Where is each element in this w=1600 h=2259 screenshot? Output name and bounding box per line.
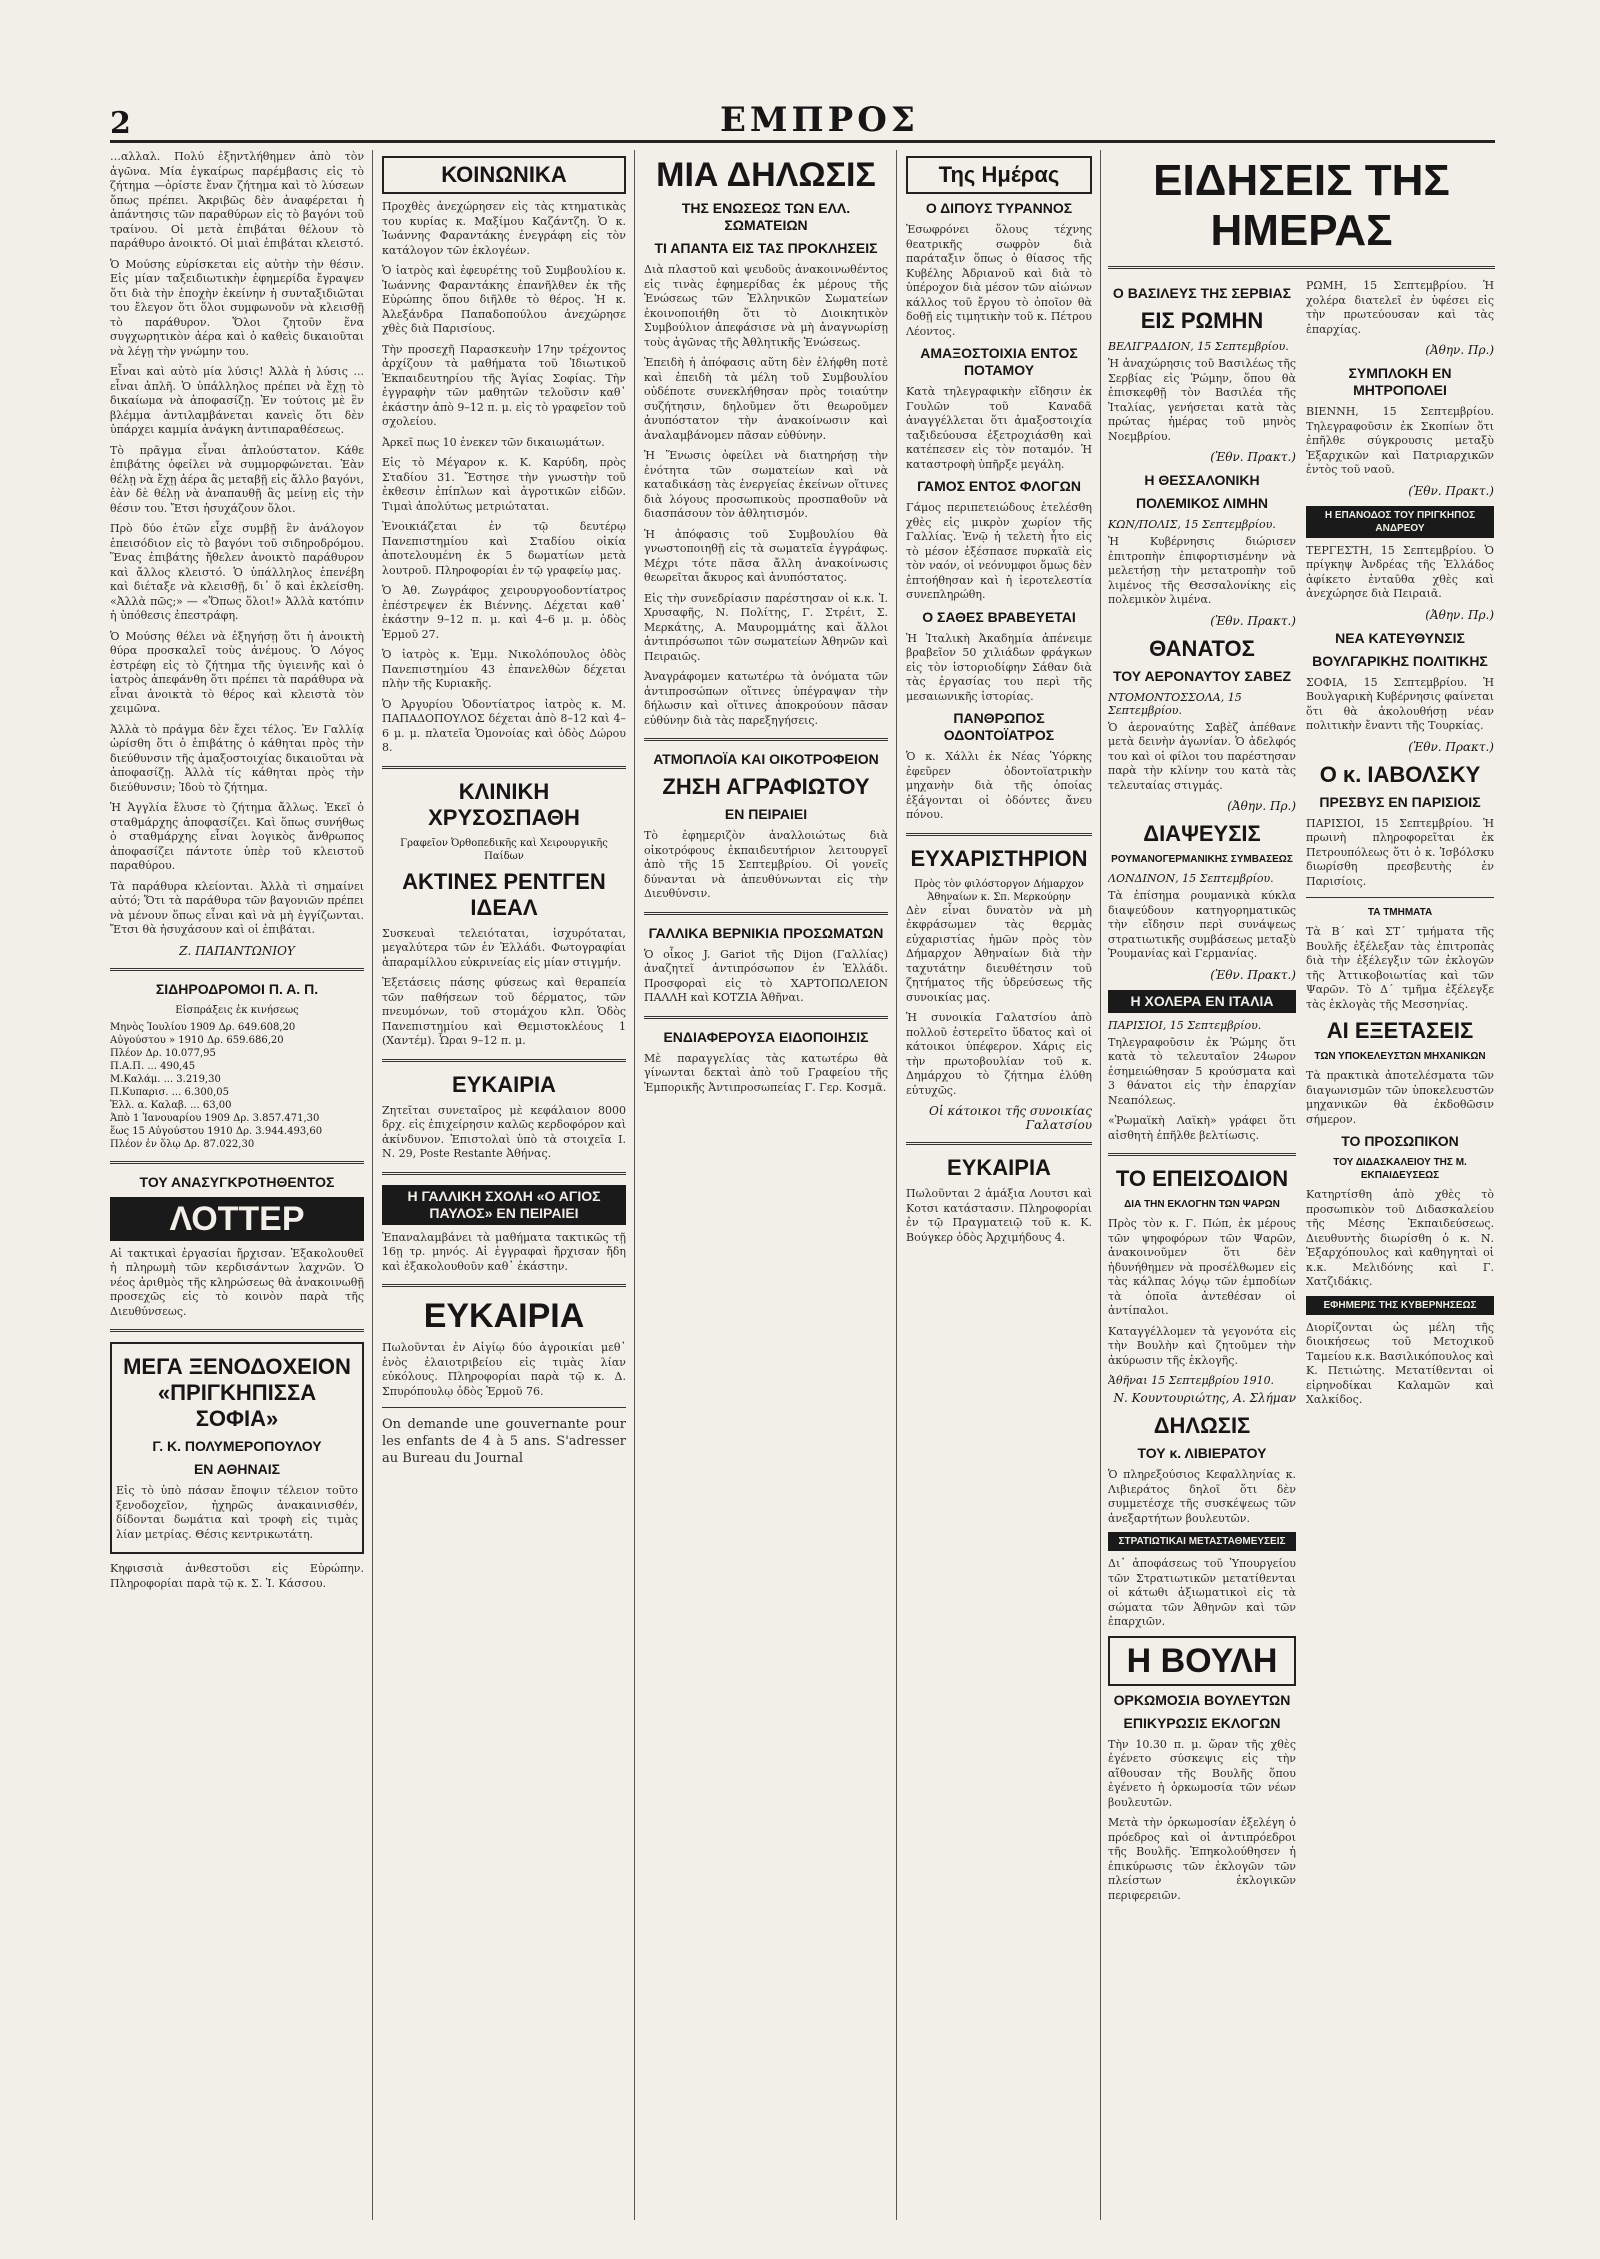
news-text: Τὴν 10.30 π. μ. ὥραν τῆς χθὲς ἐγένετο σύσκεψις εἰς τὴν αἴθουσαν τῆς Βουλῆς ὅπου ἐγένετο ἡ ὁρκωμοσία τῶν νέων βουλευτῶν. (1108, 1737, 1296, 1809)
railway-row: Μηνὸς Ἰουλίου 1909 Δρ. 649.608,20 (110, 1021, 296, 1033)
school-text: Ἐπαναλαμβάνει τὰ μαθήματα τακτικῶς τῇ 16ῃ τρ. μηνός. Αἱ ἐγγραφαὶ ἤρχισαν ἤδη καὶ ἐξακολουθοῦν καθ᾽ ἑκάστην. (382, 1230, 626, 1273)
hotel-text: Εἰς τὸ ὑπὸ πάσαν ἔποψιν τέλειον τοῦτο ξενοδοχεῖον, ἠχηρῶς ἀνακαινισθέν, δίδονται δωμάτια καὶ τροφὴ εἰς τιμὰς λίαν μετρίας. Θέσις κεντρικωτάτη. (116, 1484, 358, 1541)
news-heading: ΑΙ ΕΞΕΤΑΣΕΙΣ (1326, 1018, 1474, 1043)
news-source: (Ἀθην. Πρ.) (1425, 607, 1494, 622)
social-heading: ΚΟΙΝΩΝΙΚΑ (382, 156, 626, 194)
news-text: ΣΟΦΙΑ, 15 Σεπτεμβρίου. Ἡ Βουλγαρικὴ Κυβέρνησις φαίνεται ὅτι θὰ ἀκολουθήσῃ νέαν πολιτικὴν ἔναντι τῆς Τουρκίας. (1306, 675, 1494, 732)
school-title: Η ΓΑΛΛΙΚΗ ΣΧΟΛΗ «Ο ΑΓΙΟΣ ΠΑΥΛΟΣ» ΕΝ ΠΕΙΡΑΙΕΙ (382, 1185, 626, 1225)
railway-row: Π.Κυπαρισ. ... 6.300,05 (110, 1086, 230, 1098)
day-section-title: Της Ημέρας (906, 156, 1092, 194)
declaration-subtitle: ΤΗΣ ΕΝΩΣΕΩΣ ΤΩΝ ΕΛΛ. ΣΩΜΑΤΕΙΩΝ (681, 200, 851, 233)
news-text: Τὰ ἐπίσημα ρουμανικὰ κύκλα διαψεύδουν κατηγορηματικῶς τὴν εἴδησιν περὶ συνάψεως στρατιωτικῆς συμβάσεως μεταξὺ Ῥουμανίας καὶ Γερμανίας. (1108, 889, 1296, 960)
railway-row: Πλέον ἐν ὅλῳ Δρ. 87.022,30 (110, 1138, 255, 1150)
declaration-title: ΜΙΑ ΔΗΛΩΣΙΣ (656, 156, 876, 194)
varnish-ad-title: ΓΑΛΛΙΚΑ ΒΕΡΝΙΚΙΑ ΠΡΟΣΩΜΑΤΩΝ (648, 924, 884, 941)
article-paragraph: Ἡ Ἰταλικὴ Ἀκαδημία ἀπένειμε βραβεῖον 50 χιλιάδων φράγκων εἰς τὸν ἱστοριοδίφην Σάθαν διὰ τὰς ἐργασίας του περὶ τῆς μεσαιωνικῆς ἱστορίας. (906, 631, 1092, 703)
news-heading: Ο κ. ΙΑΒΟΛΣΚΥ (1319, 761, 1481, 787)
french-classified: On demande une gouvernante pour les enfants de 4 à 5 ans. S'adresser au Bureau du Journal (382, 1417, 626, 1466)
news-heading: ΘΑΝΑΤΟΣ (1149, 635, 1255, 661)
article-paragraph: Πρὸ δύο ἐτῶν εἶχε συμβῇ ἓν ἀνάλογον ἐπεισόδιον εἰς τὸ βαγόνι τοῦ σιδηροδρόμου. Ἕνας ἐπιβάτης ἤθελεν ἀνοικτὸ παράθυρον καὶ ἄλλος κλειστό. Ὁ ὑπάλληλος ἐπενέβη καὶ διέταξε νὰ κλεισθῇ, δι᾽ ὅ καὶ ἐκλείσθη. «Ἀλλὰ πῶς;» — «Ὅπως ὅλοι!» Ἀλλὰ κατόπιν ἡ ὑπόθεσις ἐπεστράφη. (110, 522, 364, 622)
news-heading: Η ΘΕΣΣΑΛΟΝΙΚΗ (1144, 472, 1260, 488)
news-text: Ὁ ἀεροναύτης Σαβὲζ ἀπέθανε μετὰ δεινὴν ἀγωνίαν. Ὁ ἀδελφός του καὶ οἱ φίλοι του παρέστησαν παρὰ τὴν κλίνην του κατὰ τὰς τελευταίας στιγμάς. (1108, 720, 1296, 792)
parliament-subtitle: ΕΠΙΚΥΡΩΣΙΣ ΕΚΛΟΓΩΝ (1123, 1714, 1281, 1731)
railway-table (110, 1021, 364, 1151)
article-paragraph: Κατὰ τηλεγραφικὴν εἴδησιν ἐκ Γουλῶν τοῦ Καναδᾶ ἀναγγέλλεται ὅτι ἁμαξοστοιχία ταξιδεύουσα ἐξετροχιάσθη καὶ κατέπεσεν εἰς τὸν ποταμόν. Ἡ καταστροφὴ ὑπῆρξε μεγάλη. (906, 385, 1092, 471)
article-paragraph: Ἡ Ἕνωσις ὀφείλει νὰ διατηρήσῃ τὴν ἑνότητα τῶν σωματείων καὶ νὰ καταδικάσῃ τὰς ἐνεργείας ἐκείνων οἵτινες διὰ λόγους προσωπικοὺς προσπαθοῦν νὰ διασπάσουν τὸν ἀθλητισμόν. (644, 449, 888, 520)
news-heading: ΒΟΥΛΓΑΡΙΚΗΣ ΠΟΛΙΤΙΚΗΣ (1312, 652, 1488, 669)
news-text: ΤΕΡΓΕΣΤΗ, 15 Σεπτεμβρίου. Ὁ πρίγκηψ Ἀνδρέας τῆς Ἑλλάδος ἀφίκετο ἐνταῦθα χθὲς καὶ ἀνεχώρησε διὰ Πειραιᾶ. (1306, 543, 1494, 600)
article-paragraph: Ἡ Ἀγγλία ἔλυσε τὸ ζήτημα ἄλλως. Ἐκεῖ ὁ σταθμάρχης ἀποφασίζει. Καὶ ὅπως συνήθως ὁ σταθμάρχης εἶναι λογικὸς ἄνθρωπος ἀποφασίζει πάντοτε ὑπὲρ τοῦ κλειστοῦ παραθύρου. (110, 801, 364, 872)
article-paragraph: Εἰς τὴν συνεδρίασιν παρέστησαν οἱ κ.κ. Ἰ. Χρυσαφῆς, Ν. Πολίτης, Γ. Στρέιτ, Σ. Μερκάτης, Α. Μαυρομμάτης καὶ ἄλλοι ἀντιπρόσωποι τῶν σωματείων Ἀθηνῶν καὶ Πειραιῶς. (644, 591, 888, 663)
column-rule (896, 150, 897, 2220)
news-heading: ΔΙΑ ΤΗΝ ΕΚΛΟΓΗΝ ΤΩΝ ΨΑΡΩΝ (1124, 1199, 1280, 1210)
news-heading: Η ΕΠΑΝΟΔΟΣ ΤΟΥ ΠΡΙΓΚΗΠΟΣ ΑΝΔΡΕΟΥ (1306, 506, 1494, 538)
lottery-heading: ΤΟΥ ΑΝΑΣΥΓΚΡΟΤΗΘΕΝΤΟΣ (139, 1173, 335, 1190)
news-heading: ΤΑ ΤΜΗΜΑΤΑ (1367, 907, 1433, 918)
news-text: ΒΙΕΝΝΗ, 15 Σεπτεμβρίου. Τηλεγραφοῦσιν ἐκ Σκοπίων ὅτι ἐπῆλθε σύγκρουσις μεταξὺ Ἐξαρχικῶν καὶ Πατριαρχικῶν ἐντὸς τοῦ ναοῦ. (1306, 405, 1494, 476)
article-heading: Ο ΔΙΠΟΥΣ ΤΥΡΑΝΝΟΣ (925, 200, 1073, 216)
news-heading: ΡΟΥΜΑΝΟΓΕΡΜΑΝΙΚΗΣ ΣΥΜΒΑΣΕΩΣ (1111, 854, 1293, 865)
hotel-city: ΕΝ ΑΘΗΝΑΙΣ (193, 1461, 281, 1477)
article-paragraph: Ὁ Μούσης εὑρίσκεται εἰς αὐτὴν τὴν θέσιν. Εἰς μίαν ταξειδιωτικὴν ἐφημερίδα ἔγραψεν ὅτι διὰ τὴν ἐποχὴν ἐκείνην ἡ συνταξιδιῶται του ἔλεγον ὅτι ὅλοι συμφωνοῦν νὰ κλεισθῇ τὸ παράθυρον. Ὅλοι ζητοῦν ἕνα συγχωρητικὸν ἀέρα καὶ ὁ καθεὶς δικαιοῦται νὰ λέγῃ τὴν γνώμην του. (110, 257, 364, 358)
dateline: ΒΕΛΙΓΡΑΔΙΟΝ, 15 Σεπτεμβρίου. (1108, 340, 1289, 353)
clinic-title: ΚΛΙΝΙΚΗ ΧΡΥΣΟΣΠΑΘΗ (428, 778, 580, 830)
varnish-ad-text: Ὁ οἶκος J. Gariot τῆς Dijon (Γαλλίας) ἀναζητεῖ ἀντιπρόσωπον ἐν Ἑλλάδι. Προσφοραὶ εἰς τὸ ΧΑΡΤΟΠΩΛΕΙΟΝ ΠΑΛΛΗ καὶ ΚΟΤΖΙΑ Ἀθῆναι. (644, 947, 888, 1004)
column-4 (906, 150, 1092, 2220)
article-paragraph: Ἀναγράφομεν κατωτέρω τὰ ὀνόματα τῶν ἀντιπροσώπων οἵτινες ὑπέγραψαν τὴν δήλωσιν καὶ οἵτινες ἀποκρούουν πᾶσαν εὐθύνην διὰ τὰς παρεξηγήσεις. (644, 670, 888, 727)
news-text: Κατηρτίσθη ἀπὸ χθὲς τὸ προσωπικὸν τοῦ Διδασκαλείου τῆς Μέσης Ἐκπαιδεύσεως. Διευθυντὴς διωρίσθη ὁ κ. Ν. Ἐξαρχόπουλος καὶ καθηγηταὶ οἱ κ.κ. Μελιδόνης καὶ Γ. Χατζιδάκις. (1306, 1188, 1494, 1288)
clinic-subtitle: Γραφεῖον Ὀρθοπεδικῆς καὶ Χειρουργικῆς Παίδων (400, 837, 608, 862)
dateline: ΠΑΡΙΣΙΟΙ, 15 Σεπτεμβρίου. (1108, 1018, 1262, 1032)
hotel-title: ΜΕΓΑ ΞΕΝΟΔΟΧΕΙΟΝ «ΠΡΙΓΚΗΠΙΣΣΑ ΣΟΦΙΑ» (123, 1354, 351, 1431)
classified-ad: Εἰς τὸ Μέγαρον κ. Κ. Καρύδη, πρὸς Σταδίου 31. Ἔστησε τὴν γνωστὴν τοῦ ἐκθεσιν ἐπίπλων καὶ ἀγροτικῶν εἰδῶν. Τιμαὶ ἀπολύτως μετριώταται. (382, 456, 626, 513)
news-heading: ΤΟΥ ΔΙΔΑΣΚΑΛΕΙΟΥ ΤΗΣ Μ. ΕΚΠΑΙΔΕΥΣΕΩΣ (1333, 1157, 1467, 1181)
opportunity-text: Πωλοῦνται ἐν Αἰγίῳ δύο ἀγροικίαι μεθ᾽ ἑνὸς ἐλαιοτριβείου εἰς τιμὰς λίαν εὐκόλους. Πληροφορίαι παρὰ τῷ κ. Δ. Σπυρόπουλῳ ὁδὸς Ἑρμοῦ 76. (382, 1341, 626, 1398)
railway-row: Αὐγούστου » 1910 Δρ. 659.686,20 (110, 1034, 284, 1046)
news-text: Τηλεγραφοῦσιν ἐκ Ῥώμης ὅτι κατὰ τὸ τελευταῖον 24ωρον ἐσημειώθησαν 5 κρούσματα καὶ 3 θάνατοι εἰς τὴν ἐπαρχίαν Νεαπόλεως. (1108, 1035, 1296, 1107)
separator (644, 912, 888, 915)
social-paragraph: Ὁ ἰατρὸς καὶ ἐφευρέτης τοῦ Συμβουλίου κ. Ἰωάννης Φαραντάκης ἐπανῆλθεν ἐκ τῆς Εὐρώπης ὅπου διῆλθε τὸ θέρος. Ἡ κ. Ἀλεξάνδρα Παπαδοπούλου ἀνεχώρησε χθὲς διὰ Παρισίους. (382, 264, 626, 335)
article-paragraph: Εἶναι καὶ αὐτὸ μία λύσις! Ἀλλὰ ἡ λύσις ... εἶναι ἀπλῆ. Ὁ ὑπάλληλος πρέπει νὰ ἔχῃ τὸ δικαίωμα νὰ ἀποφασίζῃ. Ἐν τούτοις μὲ ἓν βλέμμα ἀντιλαμβάνεται κανεὶς ὅτι δὲν ὑπάρχει καμμία ἀνάγκη ἀντιπαραθέσεως. (110, 365, 364, 436)
separator (1306, 897, 1494, 898)
railway-row: Π.Α.Π. ... 490,45 (110, 1060, 196, 1072)
article-paragraph: Ἐπειδὴ ἡ ἀπόφασις αὕτη δὲν ἐλήφθη ποτὲ καὶ ἐπειδὴ τὰ μέλη τοῦ Συμβουλίου οὐδέποτε συνεκλήθησαν πρὸς τοιαύτην συζήτησιν, δηλοῦμεν ὅτι θεωροῦμεν ἀνυπόστατον τὴν ἀνακοίνωσιν καὶ ἀναλαμβάνομεν πᾶσαν εὐθύνην. (644, 356, 888, 442)
news-text: «Ῥωμαϊκὴ Λαϊκὴ» γράφει ὅτι αἰσθητὴ ἐπῆλθε βελτίωσις. (1108, 1114, 1296, 1142)
news-section-title: ΕΙΔΗΣΕΙΣ ΤΗΣ ΗΜΕΡΑΣ (1153, 156, 1450, 255)
news-source: (Ἐθν. Πρακτ.) (1408, 739, 1494, 754)
separator (382, 1284, 626, 1287)
article-paragraph: Διὰ πλαστοῦ καὶ ψευδοῦς ἀνακοινωθέντος εἰς τινὰς ἐφημερίδας ἐκ μέρους τῆς Ἑνώσεως τῶν Ἑλληνικῶν Σωματείων ἐκοινοποιήθη ὅτι τὸ Διοικητικὸν Συμβούλιον ἀπεφάσισε νὰ μὴ ἀναγνωρίσῃ τοὺς ἀγῶνας τῆς Ἀθλητικῆς Ἑνώσεως. (644, 263, 888, 349)
news-heading: ΠΟΛΕΜΙΚΟΣ ΛΙΜΗΝ (1135, 495, 1269, 511)
classified-ad: Ἐνοικιάζεται ἐν τῷ δευτέρῳ Πανεπιστημίου καὶ Σταδίου οἰκία ἀποτελουμένη ἐκ 5 δωματίων μετὰ λουτροῦ. Πληροφορίαι ἐν τῷ γραφείῳ μας. (382, 520, 626, 577)
railway-row: Ἐλλ. α. Καλαβ. ... 63,00 (110, 1099, 232, 1111)
news-heading: ΤΟ ΕΠΕΙΣΟΔΙΟΝ (1115, 1166, 1289, 1191)
notice-text: Μὲ παραγγελίας τὰς κατωτέρω θὰ γίνωνται δεκταὶ ἀπὸ τοῦ Γραφείου τῆς Ἐμπορικῆς Ἀντιπροσωπείας Γ. Γερ. Κοσμᾶ. (644, 1051, 888, 1094)
railway-subheading: Εἰσπράξεις ἐκ κινήσεως (175, 1004, 299, 1016)
separator (110, 1329, 364, 1332)
school-ad-city: ΕΝ ΠΕΙΡΑΙΕΙ (724, 806, 808, 822)
opportunity-title: ΕΥΚΑΙΡΙΑ (947, 1155, 1051, 1180)
article-paragraph: Ἡ ἀπόφασις τοῦ Συμβουλίου θὰ γνωστοποιηθῇ εἰς τὰ σωματεῖα ἐγγράφως. Μέχρι τότε πᾶσα ἄλλη ἀνακοίνωσις θεωρεῖται ἄκυρος καὶ ἀνυπόστατος. (644, 527, 888, 584)
article-paragraph: Ἐσωφρόνει ὅλους τέχνης θεατρικῆς σωφρὸν διὰ παράταξιν ὅπως ὁ θίασος τῆς Κυβέλης Ἀδριανοῦ καὶ διὰ τὸ ὑπέροχον διὰ μέσον τῶν αἰώνων κάλλος τοῦ ἔργου τὸ ὁποῖον θὰ δοθῇ εἰς τιμητικὴν τοῦ κ. Πέτρου Λέοντος. (906, 223, 1092, 338)
classified-ad: Ὁ Ἀργυρίου Ὁδοντίατρος ἰατρὸς κ. Μ. ΠΑΠΑΔΟΠΟΥΛΟΣ δέχεται ἀπὸ 8–12 καὶ 4–6 μ. μ. πλατεῖα Ὁμονοίας καὶ ὁδὸς Δώρου 8. (382, 697, 626, 754)
opportunity-text: Ζητεῖται συνεταῖρος μὲ κεφάλαιον 8000 δρχ. εἰς ἐπιχείρησιν καλῶς κερδοφόρον καὶ ἀκίνδυνον. Ἐπιστολαὶ ὑπὸ τὰ στοιχεῖα Ι. Ν. 29, Poste Restante Ἀθήνας. (382, 1103, 626, 1160)
author-signature: Ζ. ΠΑΠΑΝΤΩΝΙΟΥ (179, 943, 295, 958)
article-heading: ΓΑΜΟΣ ΕΝΤΟΣ ΦΛΟΓΩΝ (917, 478, 1081, 494)
news-heading: ΣΥΜΠΛΟΚΗ ΕΝ ΜΗΤΡΟΠΟΛΕΙ (1348, 365, 1452, 398)
classified-ad: Ἀρκεῖ πως 10 ἐνεκεν τῶν δικαιωμάτων. (382, 435, 605, 449)
news-heading: ΤΟΥ ΑΕΡΟΝΑΥΤΟΥ ΣΑΒΕΖ (1112, 667, 1291, 684)
news-subcolumn-right (1306, 279, 1494, 1909)
signature: Ν. Κουντουριώτης, Α. Σλήμαν (1113, 1391, 1296, 1405)
news-source: (Ἐθν. Πρακτ.) (1210, 613, 1296, 628)
article-paragraph: Ὁ Μούσης θέλει νὰ ἐξηγήσῃ ὅτι ἡ ἀνοικτὴ θύρα προσκαλεῖ τοὺς ἀνέμους. Ὁ Λόγος ἐστρέφη εἰς τὸ ζήτημα τῆς ὑγιεινῆς καὶ ὁ ἰατρὸς ἀπεφάνθη ὅτι πρέπει τὰ παράθυρα νὰ εἶναι ἀνοικτὰ τὸ θέρος καὶ κλειστὰ τὸν χειμῶνα. (110, 629, 364, 715)
news-text: Ἡ Κυβέρνησις διώρισεν ἐπιτροπὴν ἐπιφορτισμένην νὰ μελετήσῃ τὴν μετατροπὴν τοῦ λιμένος τῆς Θεσσαλονίκης εἰς πολεμικὸν λιμένα. (1108, 535, 1296, 606)
page-number: 2 (110, 106, 131, 141)
news-heading: ΤΟ ΠΡΟΣΩΠΙΚΟΝ (1341, 1133, 1459, 1149)
news-source: (Ἀθην. Πρ.) (1425, 343, 1494, 357)
separator (1108, 266, 1495, 269)
xray-text: Ἐξετάσεις πάσης φύσεως καὶ θεραπεία τῶν παθήσεων τοῦ δέρματος, τῶν πνευμόνων, τοῦ στομάχου κλπ. Ὁδὸς Πανεπιστημίου καὶ Θεμιστοκλέους 1 (Χαντέμ). Ὧραι 9–12 π. μ. (382, 976, 626, 1047)
news-heading: ΣΤΡΑΤΙΩΤΙΚΑΙ ΜΕΤΑΣΤΑΘΜΕΥΣΕΙΣ (1108, 1532, 1296, 1551)
article-heading: ΠΑΝΘΡΩΠΟΣ ΟΔΟΝΤΟΪΑΤΡΟΣ (943, 710, 1055, 743)
opportunity-title: ΕΥΚΑΙΡΙΑ (452, 1071, 556, 1097)
dateline: Ἀθῆναι 15 Σεπτεμβρίου 1910. (1108, 1374, 1275, 1387)
news-heading: ΔΗΛΩΣΙΣ (1153, 1413, 1251, 1438)
separator (906, 1142, 1092, 1145)
declaration-subtitle: ΤΙ ΑΠΑΝΤΑ ΕΙΣ ΤΑΣ ΠΡΟΚΛΗΣΕΙΣ (654, 240, 878, 256)
railway-row: Ἀπὸ 1 Ἰανουαρίου 1909 Δρ. 3.857.471,30 (110, 1112, 320, 1124)
news-text: ΡΩΜΗ, 15 Σεπτεμβρίου. Ἡ χολέρα διατελεῖ ἐν ὑφέσει εἰς τὴν πρωτεύουσαν καὶ τὰς ἐπαρχίας. (1306, 279, 1494, 336)
column-rule (1100, 150, 1101, 2220)
social-paragraph: Προχθὲς ἀνεχώρησεν εἰς τὰς κτηματικὰς του κυρίας κ. Μαξίμου Καζάντζη. Ὁ κ. Ἰωάννης Φαραντάκης ἐνεγράφη εἰς τὸν κατάλογον τῶν ἐκλογέων. (382, 200, 626, 257)
news-text: ΠΑΡΙΣΙΟΙ, 15 Σεπτεμβρίου. Ἡ πρωινὴ πληροφορεῖται ἐκ Πετρουπόλεως ὅτι ὁ κ. Ἰσβόλσκυ διωρίσθη πρεσβευτὴς ἐν Παρισίοις. (1306, 816, 1494, 888)
column-5 (1108, 150, 1495, 2220)
parliament-title: Η ΒΟΥΛΗ (1108, 1636, 1296, 1686)
railway-heading: ΣΙΔΗΡΟΔΡΟΜΟΙ Π. Α. Π. (155, 980, 319, 997)
separator (382, 1059, 626, 1062)
separator (382, 1172, 626, 1175)
news-heading: ΝΕΑ ΚΑΤΕΥΘΥΝΣΙΣ (1335, 629, 1465, 646)
school-ad-title: ΑΤΜΟΠΛΟΪΑ ΚΑΙ ΟΙΚΟΤΡΟΦΕΙΟΝ (653, 751, 879, 767)
social-paragraph: Τὴν προσεχῆ Παρασκευὴν 17ην τρέχοντος ἀρχίζουν τὰ μαθήματα τοῦ Ἰδιωτικοῦ Ἐκπαιδευτηρίου τῆς Ἁγίας Σοφίας. Τὴν ἐγγραφὴν τῶν μαθητῶν τελοῦσιν καθ᾽ ἑκάστην ἀπὸ 9–12 π. μ. εἰς τὸ γραφεῖον τοῦ σχολείου. (382, 342, 626, 428)
news-text: Τὰ πρακτικὰ ἀποτελέσματα τῶν διαγωνισμῶν τῶν ὑποκελευστῶν μηχανικῶν θὰ ἐκδοθῶσιν σήμερον. (1306, 1069, 1494, 1126)
lottery-text: Αἱ τακτικαὶ ἐργασίαι ἤρχισαν. Ἐξακολουθεῖ ἡ πληρωμὴ τῶν κερδισάντων λαχνῶν. Ὁ νέος ἀριθμὸς τῆς κληρώσεως θὰ ἀνακοινωθῇ προσεχῶς εἰς τὸ κοινὸν παρὰ τῆς Διευθύνσεως. (110, 1246, 364, 1318)
separator (644, 738, 888, 741)
column-3 (644, 150, 888, 2220)
opportunity-text: Πωλοῦνται 2 ἁμάξια Λουτσι καὶ Κοτσι κατάστασιν. Πληροφορίαι ἐν τῷ Πραγματειῷ τοῦ κ. Κ. Βούγκερ ὁδὸς Ἀρχιμήδους 4. (906, 1187, 1092, 1244)
thanks-title: ΕΥΧΑΡΙΣΤΗΡΙΟΝ (910, 845, 1088, 871)
railway-row: Μ.Καλάμ. ... 3.219,30 (110, 1073, 221, 1085)
news-grid (1108, 279, 1495, 1909)
masthead (110, 100, 1495, 143)
article-paragraph: Ὁ κ. Χάλλι ἐκ Νέας Ὑόρκης ἐφεῦρεν ὀδοντοϊατρικὴν μηχανὴν διὰ τῆς ὁποίας ἐξάγονται οἱ ὀδόντες ἄνευ πόνου. (906, 750, 1092, 821)
column-1 (110, 150, 364, 2220)
news-heading: ΔΙΑΨΕΥΣΙΣ (1143, 821, 1261, 846)
article-paragraph: Ἀλλὰ τὸ πράγμα δὲν ἔχει τέλος. Ἐν Γαλλίᾳ ὡρίσθη ὅτι ὁ ἐπιβάτης ὁ κάθηται πρὸς τὴν διεύθυνσιν τῆς ἁμαξοστοιχίας δικαιοῦται νὰ ἀποφασίζῃ. Ἀλλὰ τίς κάθηται πρὸς τὴν διεύθυνσιν; Ἰδοὺ τὸ ζήτημα. (110, 722, 364, 794)
article-paragraph: Ἡ συνοικία Γαλατσίου ἀπὸ πολλοῦ ἐστερεῖτο ὕδατος καὶ οἱ κάτοικοι ὑπέφερον. Χάρις εἰς τὴν πρωτοβουλίαν τοῦ κ. Δημάρχου τὸ ζήτημα ἐλύθη εὐτυχῶς. (906, 1011, 1092, 1097)
news-heading: ΕΙΣ ΡΩΜΗΝ (1140, 308, 1264, 333)
news-text: Ἡ ἀναχώρησις τοῦ Βασιλέως τῆς Σερβίας εἰς Ῥώμην, ὅπου θὰ ἐπισκεφθῇ τὸν Βασιλέα τῆς Ἰταλίας, γενήσεται κατὰ τὰς πρώτας ἡμέρας τοῦ μηνὸς Νοεμβρίου. (1108, 357, 1296, 443)
lottery-title: ΛΟΤΤΕΡ (110, 1197, 364, 1241)
separator (110, 1161, 364, 1164)
separator (110, 968, 364, 971)
hotel-footnote: Κηφισσιὰ ἀνθεστοῦσι εἰς Εὐρώπην. Πληροφορίαι παρὰ τῷ κ. Σ. Ἰ. Κάσσου. (110, 1562, 364, 1590)
opportunity-title: ΕΥΚΑΙΡΙΑ (423, 1297, 585, 1335)
column-rule (634, 150, 635, 2220)
news-source: (Ἀθην. Πρ.) (1227, 799, 1296, 813)
classified-ad: Ὁ ἰατρὸς κ. Ἐμμ. Νικολόπουλος ὁδὸς Πανεπιστημίου 43 ἐπανελθὼν δέχεται πλὴν τῆς Κυριακῆς. (382, 648, 626, 690)
article-paragraph: Δὲν εἶναι δυνατὸν νὰ μὴ ἐκφράσωμεν τὰς θερμὰς εὐχαριστίας ἡμῶν πρὸς τὸν Δήμαρχον Ἀθηναίων διὰ τὴν ταχυτάτην διευθέτησιν τοῦ ζητήματος τῆς ὑδρεύσεως τῆς συνοικίας μας. (906, 903, 1092, 1004)
news-heading: ΤΟΥ κ. ΛΙΒΙΕΡΑΤΟΥ (1137, 1445, 1267, 1461)
separator (382, 766, 626, 769)
column-rule (372, 150, 373, 2220)
notice-title: ΕΝΔΙΑΦΕΡΟΥΣΑ ΕΙΔΟΠΟΙΗΣΙΣ (663, 1028, 869, 1045)
railway-row: ἕως 15 Αὐγούστου 1910 Δρ. 3.944.493,60 (110, 1125, 323, 1137)
news-text: Μετὰ τὴν ὁρκωμοσίαν ἐξελέγη ὁ πρόεδρος καὶ οἱ ἀντιπρόεδροι τῆς Βουλῆς. Ἐπηκολούθησεν ἡ ἐπικύρωσις τῶν ἐκλογῶν τῶν πλείστων ἐκλογικῶν περιφερειῶν. (1108, 1816, 1296, 1902)
news-text: Διορίζονται ὡς μέλη τῆς διοικήσεως τοῦ Μετοχικοῦ Ταμείου κ.κ. Βασιλικόπουλος καὶ Κ. Πετιώτης. Μετατίθενται οἱ εἰρηνοδίκαι Καλαμῶν καὶ Χαλκίδος. (1306, 1320, 1494, 1406)
article-heading: Ο ΣΑΘΕΣ ΒΡΑΒΕΥΕΤΑΙ (922, 608, 1076, 625)
separator (382, 1407, 626, 1408)
school-ad-name: ΖΗΣΗ ΑΓΡΑΦΙΩΤΟΥ (662, 774, 870, 799)
news-heading: ΠΡΕΣΒΥΣ ΕΝ ΠΑΡΙΣΙΟΙΣ (1319, 793, 1481, 810)
news-heading: Ο ΒΑΣΙΛΕΥΣ ΤΗΣ ΣΕΡΒΙΑΣ (1112, 285, 1292, 301)
news-text: Δι᾽ ἀποφάσεως τοῦ Ὑπουργείου τῶν Στρατιωτικῶν μετατίθενται οἱ κάτωθι ἀξιωματικοὶ εἰς τὰ σώματα τῶν Ἀθηνῶν καὶ τῶν ἐπαρχιῶν. (1108, 1557, 1296, 1628)
thanks-subtitle: Πρὸς τὸν φιλόστοργον Δήμαρχον Ἀθηναίων κ. Σπ. Μερκούρην (914, 878, 1084, 903)
news-subcolumn-left (1108, 279, 1296, 1909)
news-heading: ΤΩΝ ΥΠΟΚΕΛΕΥΣΤΩΝ ΜΗΧΑΝΙΚΩΝ (1314, 1051, 1486, 1062)
dateline: ΝΤΟΜΟΝΤΟΣΣΟΛΑ, 15 Σεπτεμβρίου. (1108, 690, 1242, 717)
news-text: Καταγγέλλομεν τὰ γεγονότα εἰς τὴν Βουλὴν καὶ ζητοῦμεν τὴν ἀκύρωσιν τῆς ἐκλογῆς. (1108, 1324, 1296, 1367)
article-heading: ΑΜΑΞΟΣΤΟΙΧΙΑ ΕΝΤΟΣ ΠΟΤΑΜΟΥ (920, 345, 1078, 378)
xray-text: Συσκευαὶ τελειόταται, ἰσχυρόταται, μεγαλύτερα τῶν ἐν Ἑλλάδι. Φωτογραφίαι ἀπαραμίλλου εὐκρινείας εἰς μίαν στιγμήν. (382, 926, 626, 969)
news-heading: ΕΦΗΜΕΡΙΣ ΤΗΣ ΚΥΒΕΡΝΗΣΕΩΣ (1306, 1296, 1494, 1315)
separator (1108, 1153, 1296, 1156)
parliament-subtitle: ΟΡΚΩΜΟΣΙΑ ΒΟΥΛΕΥΤΩΝ (1113, 1691, 1291, 1708)
article-paragraph: Τὸ πρᾶγμα εἶναι ἁπλούστατον. Κάθε ἐπιβάτης ὀφείλει νὰ συμμορφώνεται. Ἐὰν θέλῃ νὰ ἔχῃ ἀέρα ἂς μεταβῇ εἰς ἄλλο βαγόνι, ἐὰν δὲ θέλῃ νὰ ἀναπαυθῇ ἂς μείνῃ εἰς τὴν θέσιν του. Ἔτσι ἡσυχάζουν ὅλοι. (110, 443, 364, 515)
news-source: (Ἐθν. Πρακτ.) (1210, 967, 1296, 982)
news-text: Ὁ πληρεξούσιος Κεφαλληνίας κ. Λιβιεράτος δηλοῖ ὅτι δὲν συμμετέσχε τῆς συσκέψεως τῶν ἀνεξαρτήτων βουλευτῶν. (1108, 1468, 1296, 1525)
dateline: ΛΟΝΔΙΝΟΝ, 15 Σεπτεμβρίου. (1108, 872, 1274, 885)
hotel-ad (110, 1342, 364, 1554)
separator (644, 1016, 888, 1019)
school-ad-text: Τὸ ἐφημεριζὸν ἀναλλοιώτως διὰ οἰκοτρόφους ἐκπαιδευτήριον λειτουργεῖ ἀπὸ τῆς 15 Σεπτεμβρίου. Οἱ γονεῖς δύνανται νὰ ἀπευθύνωνται εἰς τὴν Διευθύνσιν. (644, 829, 888, 900)
news-source: (Ἐθν. Πρακτ.) (1210, 450, 1296, 464)
railway-row: Πλέον Δρ. 10.077,95 (110, 1047, 216, 1059)
article-paragraph: …αλλαλ. Πολύ ἐξηντλήθημεν ἀπὸ τὸν ἀγῶνα. Μία ἐγκαίρως παρέμβασις εἰς τὸ ζήτημα —ὁρίστε ἔναν ζήτημα καὶ τὸ λύσεων ὅπως πρέπει. Ἀκριβῶς δὲν ἀναφέρεται ἡ ἀπάντησις τῶν παραθύρων εἰς τὸ βαγόνι τοῦ τραίνου. Οἱ μετὰ ἐπιβάται θέλουν τὸ παράθυρο ἀνοικτό. Οἱ μιαὶ ἐπιβάται κλειστό. (110, 150, 364, 250)
article-paragraph: Τὰ παράθυρα κλείονται. Ἀλλὰ τὶ σημαίνει αὐτό; Ὅτι τὰ παράθυρα τῶν βαγονιῶν πρέπει νὰ μένουν ὅπως εἶναι καὶ νὰ μὴ ἐγγίζωνται. Ἔτσι θὰ ἠσυχάσουν καὶ οἱ ἐπιβάται. (110, 879, 364, 936)
column-2 (382, 150, 626, 2220)
separator (906, 833, 1092, 836)
classified-ad: Ὁ Ἀθ. Ζωγράφος χειρουργοοδοντίατρος ἐπέστρεψεν ἐκ Βιέννης. Δέχεται καθ᾽ ἑκάστην 9–12 π. μ. καὶ 4–6 μ. μ. ὁδὸς Ἑρμοῦ 27. (382, 584, 626, 641)
xray-title: ΑΚΤΙΝΕΣ ΡΕΝΤΓΕΝ ΙΔΕΑΛ (402, 868, 606, 920)
news-text: Τὰ Β΄ καὶ ΣΤ΄ τμήματα τῆς Βουλῆς ἐξέλεξαν τὰς ἐπιτροπὰς διὰ τὴν ἐξέλεγξιν τῶν ἐκλογῶν τῆς Ἀττικοβοιωτίας καὶ τῶν Ψαρῶν. Τὸ Δ΄ τμῆμα ἐξέλεγξε τὰς ἐκλογὰς τῆς Μεσσηνίας. (1306, 925, 1494, 1011)
news-text: Πρὸς τὸν κ. Γ. Πώπ, ἐκ μέρους τῶν ψηφοφόρων τῶν Ψαρῶν, ἀνακοινοῦμεν ὅτι δὲν ἠδυνήθημεν νὰ προσέλθωμεν εἰς τὰς κάλπας λόγῳ τῶν ἐμποδίων τὰ ὁποῖα ἀντεθέσαν οἱ ἀντίπαλοι. (1108, 1217, 1296, 1317)
hotel-owner: Γ. Κ. ΠΟΛΥΜΕΡΟΠΟΥΛΟΥ (152, 1438, 322, 1454)
news-source: (Ἐθν. Πρακτ.) (1408, 483, 1494, 498)
article-paragraph: Γάμος περιπετειώδους ἐτελέσθη χθὲς εἰς μικρὸν χωρίον τῆς Γαλλίας. Ἐνῷ ἡ τελετὴ ἦτο εἰς τὸ μέσον ἐξέσπασε πυρκαϊὰ εἰς τὸν ναόν, οἱ νεόνυμφοι ὅμως δὲν ἐπτοήθησαν καὶ ἡ ἱεροτελεστία συνεπληρώθη. (906, 501, 1092, 601)
news-heading: Η ΧΟΛΕΡΑ ΕΝ ΙΤΑΛΙΑ (1108, 990, 1296, 1013)
newspaper-title: ΕΜΠΡΟΣ (720, 100, 919, 140)
thanks-signature: Οἱ κάτοικοι τῆς συνοικίας Γαλατσίου (929, 1104, 1092, 1132)
dateline: ΚΩΝ/ΠΟΛΙΣ, 15 Σεπτεμβρίου. (1108, 518, 1276, 531)
